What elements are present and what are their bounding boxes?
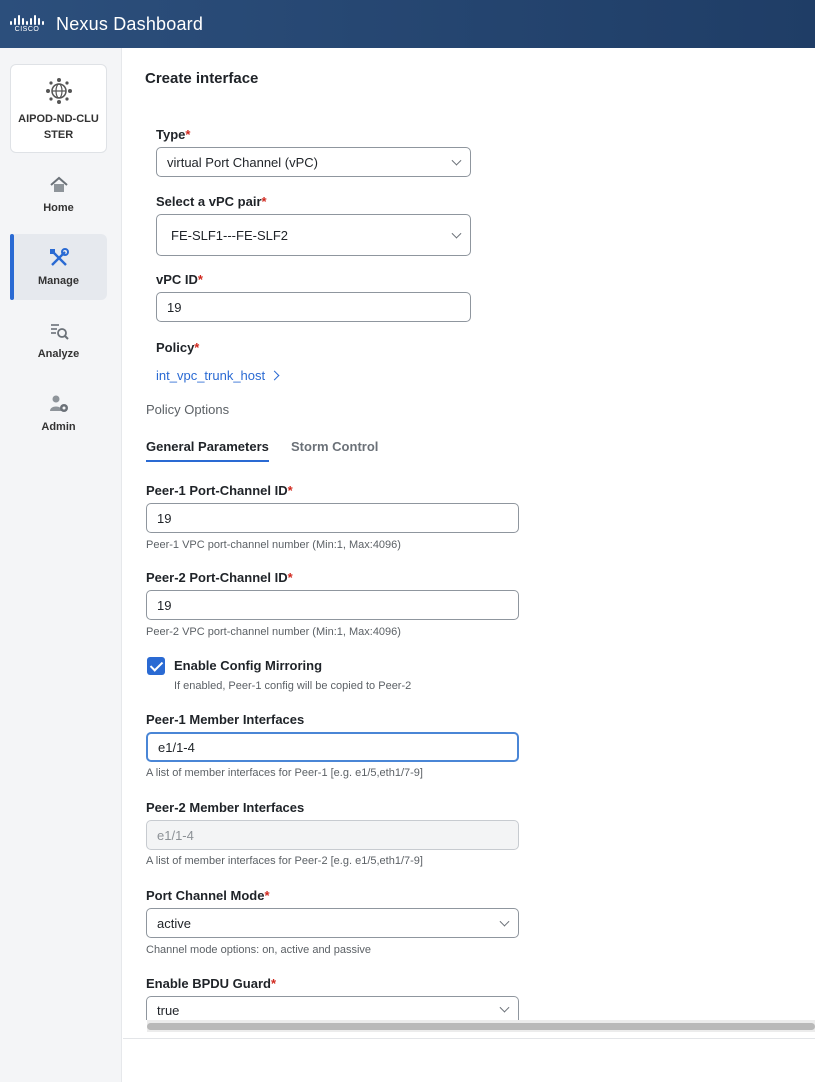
peer2-pc-value: 19	[157, 597, 172, 613]
vpc-pair-select-value: FE-SLF1---FE-SLF2	[171, 227, 289, 243]
peer1-pc-label: Peer-1 Port-Channel ID*	[146, 483, 293, 498]
analyze-icon	[48, 320, 70, 342]
policy-options-heading: Policy Options	[146, 402, 230, 417]
cisco-logo-text: CISCO	[14, 26, 40, 33]
peer2-pc-label: Peer-2 Port-Channel ID*	[146, 570, 293, 585]
config-mirroring-checkbox[interactable]	[147, 657, 165, 675]
bpdu-guard-label: Enable BPDU Guard*	[146, 976, 277, 991]
app-title: Nexus Dashboard	[56, 13, 204, 34]
nav-label-manage: Manage	[38, 275, 79, 287]
cluster-globe-icon	[45, 77, 73, 105]
bpdu-guard-select[interactable]	[146, 996, 519, 1020]
page-title: Create interface	[145, 70, 259, 87]
vpc-id-input[interactable]	[156, 292, 471, 322]
peer1-members-label: Peer-1 Member Interfaces	[146, 712, 305, 727]
cluster-name: AIPOD-ND-CLUSTER	[18, 113, 99, 141]
tab-general-parameters[interactable]: General Parameters	[146, 439, 269, 454]
peer1-pc-input[interactable]	[146, 503, 519, 533]
top-bar	[0, 0, 815, 48]
cisco-logo-bars-icon	[10, 15, 44, 25]
peer1-members-value: e1/1-4	[158, 739, 195, 755]
peer2-pc-help: Peer-2 VPC port-channel number (Min:1, Max:4096)	[146, 626, 401, 638]
peer2-members-help: A list of member interfaces for Peer-2 [e.g. e1/5,eth1/7-9]	[146, 855, 423, 867]
pc-mode-value: active	[157, 915, 191, 931]
nav-item-home[interactable]	[10, 161, 107, 227]
peer2-members-input	[146, 820, 519, 850]
type-select-value: virtual Port Channel (vPC)	[167, 154, 318, 170]
vpc-id-label: vPC ID*	[156, 272, 203, 287]
pc-mode-select[interactable]	[146, 908, 519, 938]
admin-user-gear-icon	[48, 393, 70, 415]
peer2-pc-input[interactable]	[146, 590, 519, 620]
nav-item-admin[interactable]	[10, 380, 107, 446]
chevron-right-icon	[270, 371, 280, 381]
main-panel	[123, 48, 815, 1082]
peer1-members-input[interactable]	[146, 732, 519, 762]
config-mirroring-label: Enable Config Mirroring	[174, 658, 323, 673]
peer2-members-value: e1/1-4	[157, 827, 194, 843]
nav-label-admin: Admin	[41, 421, 76, 433]
type-label: Type*	[156, 127, 191, 142]
policy-link-text: int_vpc_trunk_host	[156, 368, 266, 383]
chevron-down-icon	[452, 156, 462, 166]
peer1-pc-value: 19	[157, 510, 172, 526]
peer2-members-label: Peer-2 Member Interfaces	[146, 800, 305, 815]
chevron-down-icon	[500, 1003, 510, 1013]
vpc-id-value: 19	[167, 299, 182, 315]
horizontal-scrollbar[interactable]	[147, 1020, 815, 1032]
cisco-logo[interactable]	[10, 15, 44, 33]
peer1-members-help: A list of member interfaces for Peer-1 [e.g. e1/5,eth1/7-9]	[146, 767, 423, 779]
policy-link[interactable]	[156, 368, 278, 383]
type-select[interactable]	[156, 147, 471, 177]
nav-item-analyze[interactable]	[10, 307, 107, 373]
tab-storm-control[interactable]: Storm Control	[291, 439, 379, 454]
policy-label: Policy*	[156, 340, 200, 355]
pc-mode-label: Port Channel Mode*	[146, 888, 270, 903]
config-mirroring-help: If enabled, Peer-1 config will be copied to Peer-2	[174, 680, 412, 692]
cluster-selector[interactable]	[10, 64, 107, 153]
chevron-down-icon	[452, 229, 462, 239]
nav-label-home: Home	[43, 202, 74, 214]
sidebar	[0, 48, 122, 1082]
peer1-pc-help: Peer-1 VPC port-channel number (Min:1, Max:4096)	[146, 539, 401, 551]
chevron-down-icon	[500, 917, 510, 927]
vpc-pair-select[interactable]	[156, 214, 471, 256]
home-icon	[48, 174, 70, 196]
nav-label-analyze: Analyze	[37, 348, 80, 360]
bpdu-guard-value: true	[157, 1003, 180, 1018]
horizontal-scrollbar-thumb[interactable]	[147, 1023, 815, 1030]
wrench-tools-icon	[48, 247, 70, 269]
vpc-pair-label: Select a vPC pair*	[156, 194, 267, 209]
pc-mode-help: Channel mode options: on, active and passive	[146, 944, 372, 956]
nav-item-manage[interactable]	[10, 234, 107, 300]
footer-divider	[123, 1038, 815, 1039]
